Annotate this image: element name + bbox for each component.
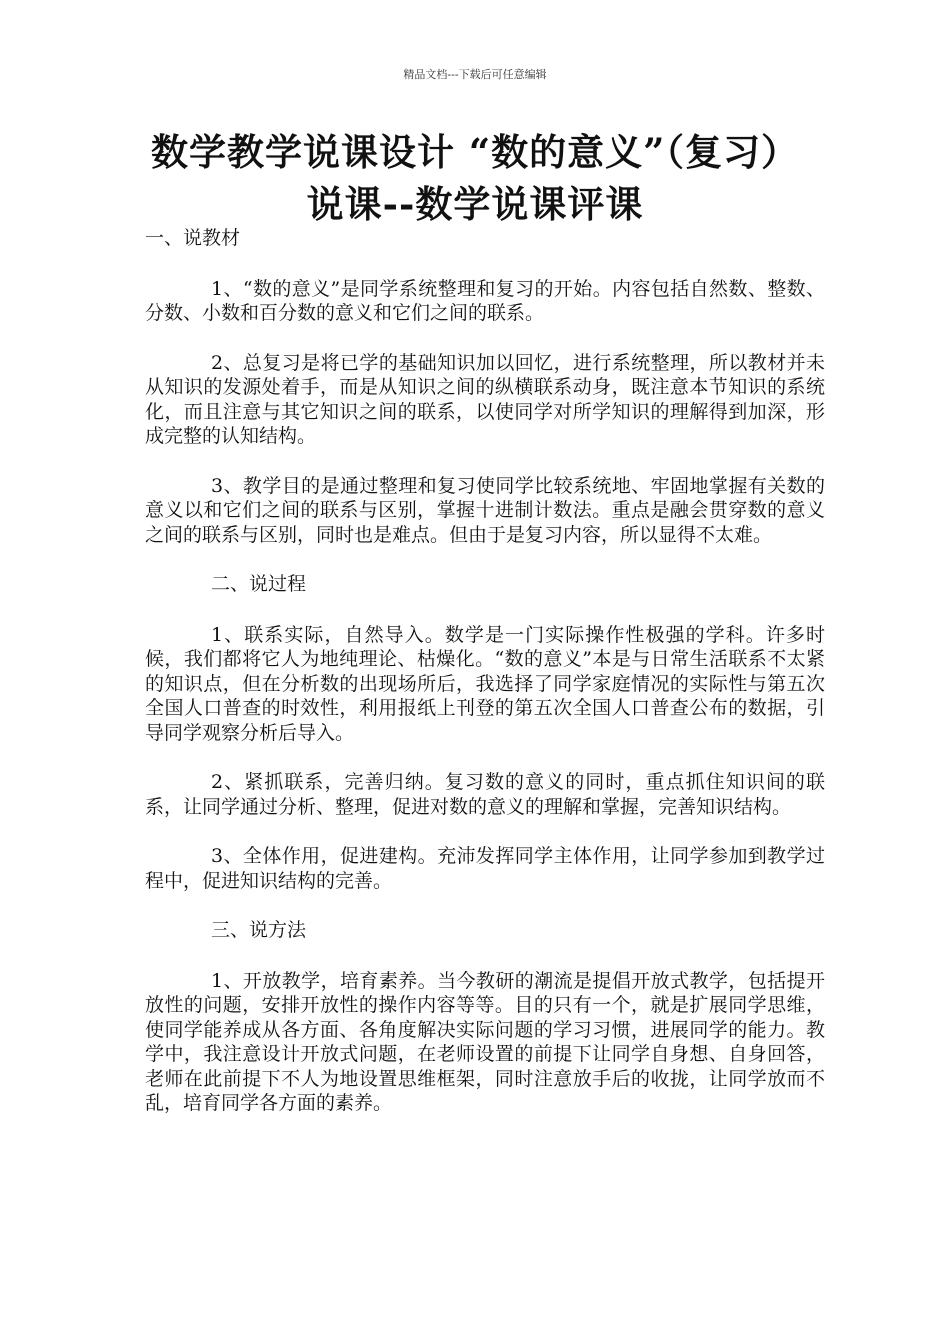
paragraph: 1、联系实际，自然导入。数学是一门实际操作性极强的学科。许多时候，我们都将它人为地纯理论、枯燥化。“数的意义”本是与日常生活联系不太紧的知识点，但在分析数的出现场所后，我选择了同学家庭情况的实际性与第五次全国人口普查的时效性，利用报纸上刊登的第五次全国人口普查公布的数据，引导同学观察分析后导入。 xyxy=(145,623,825,744)
document-body xyxy=(145,226,825,1141)
paragraph: 1、开放教学，培育素养。当今教研的潮流是提倡开放式教学，包括提开放性的问题，安排开放性的操作内容等等。目的只有一个，就是扩展同学思维，使同学能养成从各方面、各角度解决实际问题的学习习惯，进展同学的能力。教学中，我注意设计开放式问题，在老师设置的前提下让同学自身想、自身回答，老师在此前提下不人为地设置思维框架，同时注意放手后的收拢，让同学放而不乱，培育同学各方面的素养。 xyxy=(145,969,825,1114)
section-heading: 二、说过程 xyxy=(211,573,307,595)
document-title: 数学教学说课设计 “数的意义”（复习）说课--数学说课评课 xyxy=(151,130,799,226)
paragraph: 1、“数的意义”是同学系统整理和复习的开始。内容包括自然数、整数、分数、小数和百分数的意义和它们之间的联系。 xyxy=(145,277,825,324)
paragraph: 3、全体作用，促进建构。充沛发挥同学主体作用，让同学参加到教学过程中，促进知识结构的完善。 xyxy=(145,845,825,892)
paragraph: 3、教学目的是通过整理和复习使同学比较系统地、牢固地掌握有关数的意义以和它们之间的联系与区别，掌握十进制计数法。重点是融会贯穿数的意义之间的联系与区别，同时也是难点。但由于是复习内容，所以显得不太难。 xyxy=(145,474,825,546)
header-note: 精品文档---下载后可任意编辑 xyxy=(403,68,547,81)
section-heading: 一、说教材 xyxy=(145,227,241,249)
paragraph: 2、总复习是将已学的基础知识加以回忆，进行系统整理，所以教材并未从知识的发源处着手，而是从知识之间的纵横联系动身，既注意本节知识的系统化，而且注意与其它知识之间的联系，以使同学对所学知识的理解得到加深，形成完整的认知结构。 xyxy=(145,351,825,447)
paragraph: 2、紧抓联系，完善归纳。复习数的意义的同时，重点抓住知识间的联系，让同学通过分析、整理，促进对数的意义的理解和掌握，完善知识结构。 xyxy=(145,771,825,818)
section-heading: 三、说方法 xyxy=(211,919,307,941)
